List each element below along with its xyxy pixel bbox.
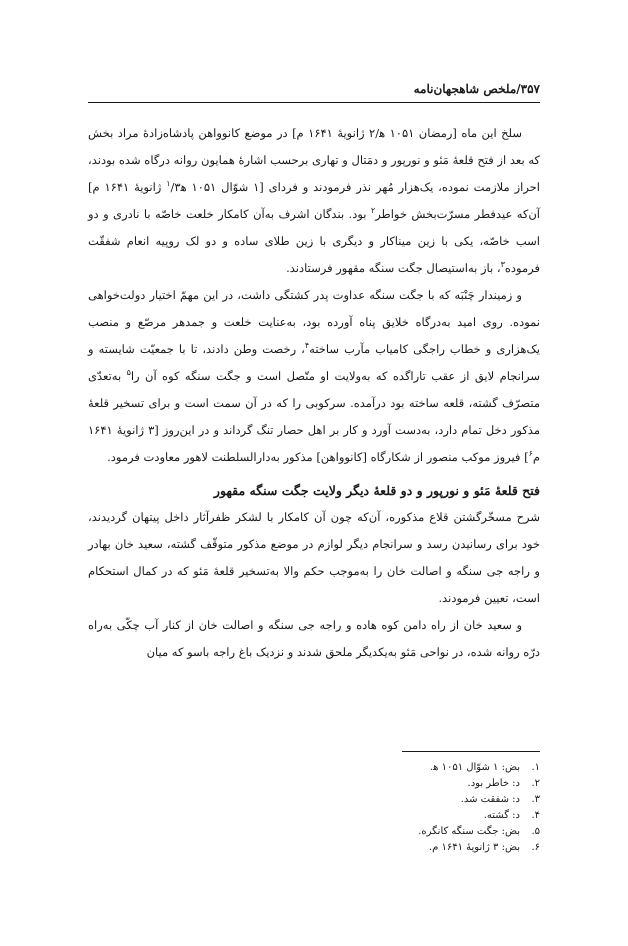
paragraph-2-text-c: به‌تعدّی متصرّف گشته، قلعه ساخته بود درآمده. سرکوبی را که در آن سمت است و برای تسخیر قلعهٔ مذکور دخل تمام دارد، به‌دست آورد و کار بر اهل حصار تنگ گرداند و در این‌روز [۳ ژانویهٔ ۱۶۴۱ م — [88, 369, 540, 464]
footnote-item — [240, 808, 540, 824]
footnote-item — [240, 792, 540, 808]
footnote-text: د: شفقت شد. — [460, 794, 520, 805]
section-paragraph-1: شرح مسخّرگشتن قلاع مذکوره، آن‌که چون آن کامکار با لشکر ظفرآثار داخل پیتهان گردیدند، خود برای رسانیدن رسد و سرانجام دیگر لوازم در موضع مذکور متوقّف گشته، سعید خان بهادر و راجه جی سنگه و اصالت خان را به‌موجب حکم والا به‌تسخیر قلعهٔ مَئو که در کمال استحکام است، تعیین فرمودند. — [88, 510, 540, 605]
paragraph-1-text-b: /۳ ژانویهٔ ۱۶۴۱ م] آن‌که عیدفطر مسرّت‌بخش خواطر — [88, 180, 540, 221]
footnote-ref-2: ۲ — [370, 206, 376, 216]
footnote-item — [240, 824, 540, 840]
paragraph-1-text-a: سلخ این ماه [رمضان ۱۰۵۱ ﻫ/۲ ژانویهٔ ۱۶۴۱ م] در موضع کانوواهن پادشاه‌زادهٔ مراد بخش که بعد از فتح قلعهٔ مَئو و نورپور و دمَتال و تهاری برحسب اشارهٔ همایون روانه درگاه شده بودند، احراز ملازمت نموده، یک‌هزار مُهر نذر فرمودند و فردای [۱ شوّال ۱۰۵۱ ﻫ — [88, 126, 540, 194]
footnote-number: ۲. — [531, 778, 540, 789]
footnote-text: د: گشته. — [483, 810, 520, 821]
paragraph-1-text-c: بود. بندگان اشرف به‌آن کامکار خلعت خاصّه با نادری و دو اسب خاصّه، یکی با زین میناکار و دیگری با زین طلای ساده و دو لک روپیه انعام شفقّت فرموده — [88, 207, 540, 275]
paragraph-1-text-d: ، باز به‌استیصال جگت سنگه مقهور فرستادند. — [286, 261, 501, 275]
header-rule — [88, 102, 540, 103]
footnote-ref-3: ۳ — [500, 260, 505, 270]
footnote-item — [240, 840, 540, 856]
footnote-number: ۴. — [531, 810, 540, 821]
paragraph-2-text-b: ، رخصت وطن دادند، تا با جمعیّت شایسته و سرانجام لایق از عقب تاراگده که به‌ولایت او متّصل است و جگت سنگه کوه آن را — [88, 342, 540, 383]
footnote-text: بض: ۳ ژانویهٔ ۱۶۴۱ م. — [428, 842, 520, 853]
section-paragraph-2: و سعید خان از راه دامن کوه هاده و راجه جی سنگه و اصالت خان از کنار آب چکّی به‌راه درّه روانه شده، در نواحی مَئو به‌یکدیگر ملحق شدند و نزدیک باغ راجه باسو که میان — [88, 618, 540, 659]
running-header: ۳۵۷/ملخص شاهجهان‌نامه — [413, 82, 540, 96]
footnote-number: ۳. — [531, 794, 540, 805]
footnote-number: ۵. — [531, 826, 540, 837]
footnote-ref-4: ۴ — [304, 341, 310, 351]
footnote-ref-1: ۱ — [166, 179, 171, 189]
footnotes — [240, 760, 540, 856]
footnote-ref-6: ۶ — [528, 449, 533, 459]
footnote-item — [240, 760, 540, 776]
footnote-number: ۶. — [531, 842, 540, 853]
paragraph-1 — [88, 120, 540, 282]
paragraph-2-text-d: ] فیروز موکب منصور از شکارگاه [کانوواهن] مذکور به‌دارالسلطنت لاهور معاودت فرمود. — [107, 450, 529, 464]
paragraph-2 — [88, 282, 540, 471]
paragraph-2-text-a: و زمیندار چَنْبَه که با جگت سنگه عداوت پدر کشتگی داشت، در این مهمّ اختیار دولت‌خواهی نموده. روی امید به‌درگاه خلایق پناه آورده بود، به‌عنایت خلعت و جمدهر مرصّع و منصب یک‌هزاری و خطاب راجگی کامیاب مآرب ساخته — [88, 288, 540, 356]
footnote-ref-5: ۵ — [126, 368, 131, 378]
body-text — [88, 120, 540, 666]
section-heading: فتح قلعهٔ مَئو و نورپور و دو قلعهٔ دیگر ولایت جگت سنگه مقهور — [213, 483, 540, 498]
footnote-text: بض: جگت سنگه کانگره. — [418, 826, 520, 837]
footnote-item — [240, 776, 540, 792]
footnote-text: بض: ۱ شوّال ۱۰۵۱ ﻫ. — [429, 762, 520, 773]
footnote-text: د: خاطر بود. — [467, 778, 520, 789]
footnote-number: ۱. — [531, 762, 540, 773]
footnote-rule — [402, 751, 540, 752]
